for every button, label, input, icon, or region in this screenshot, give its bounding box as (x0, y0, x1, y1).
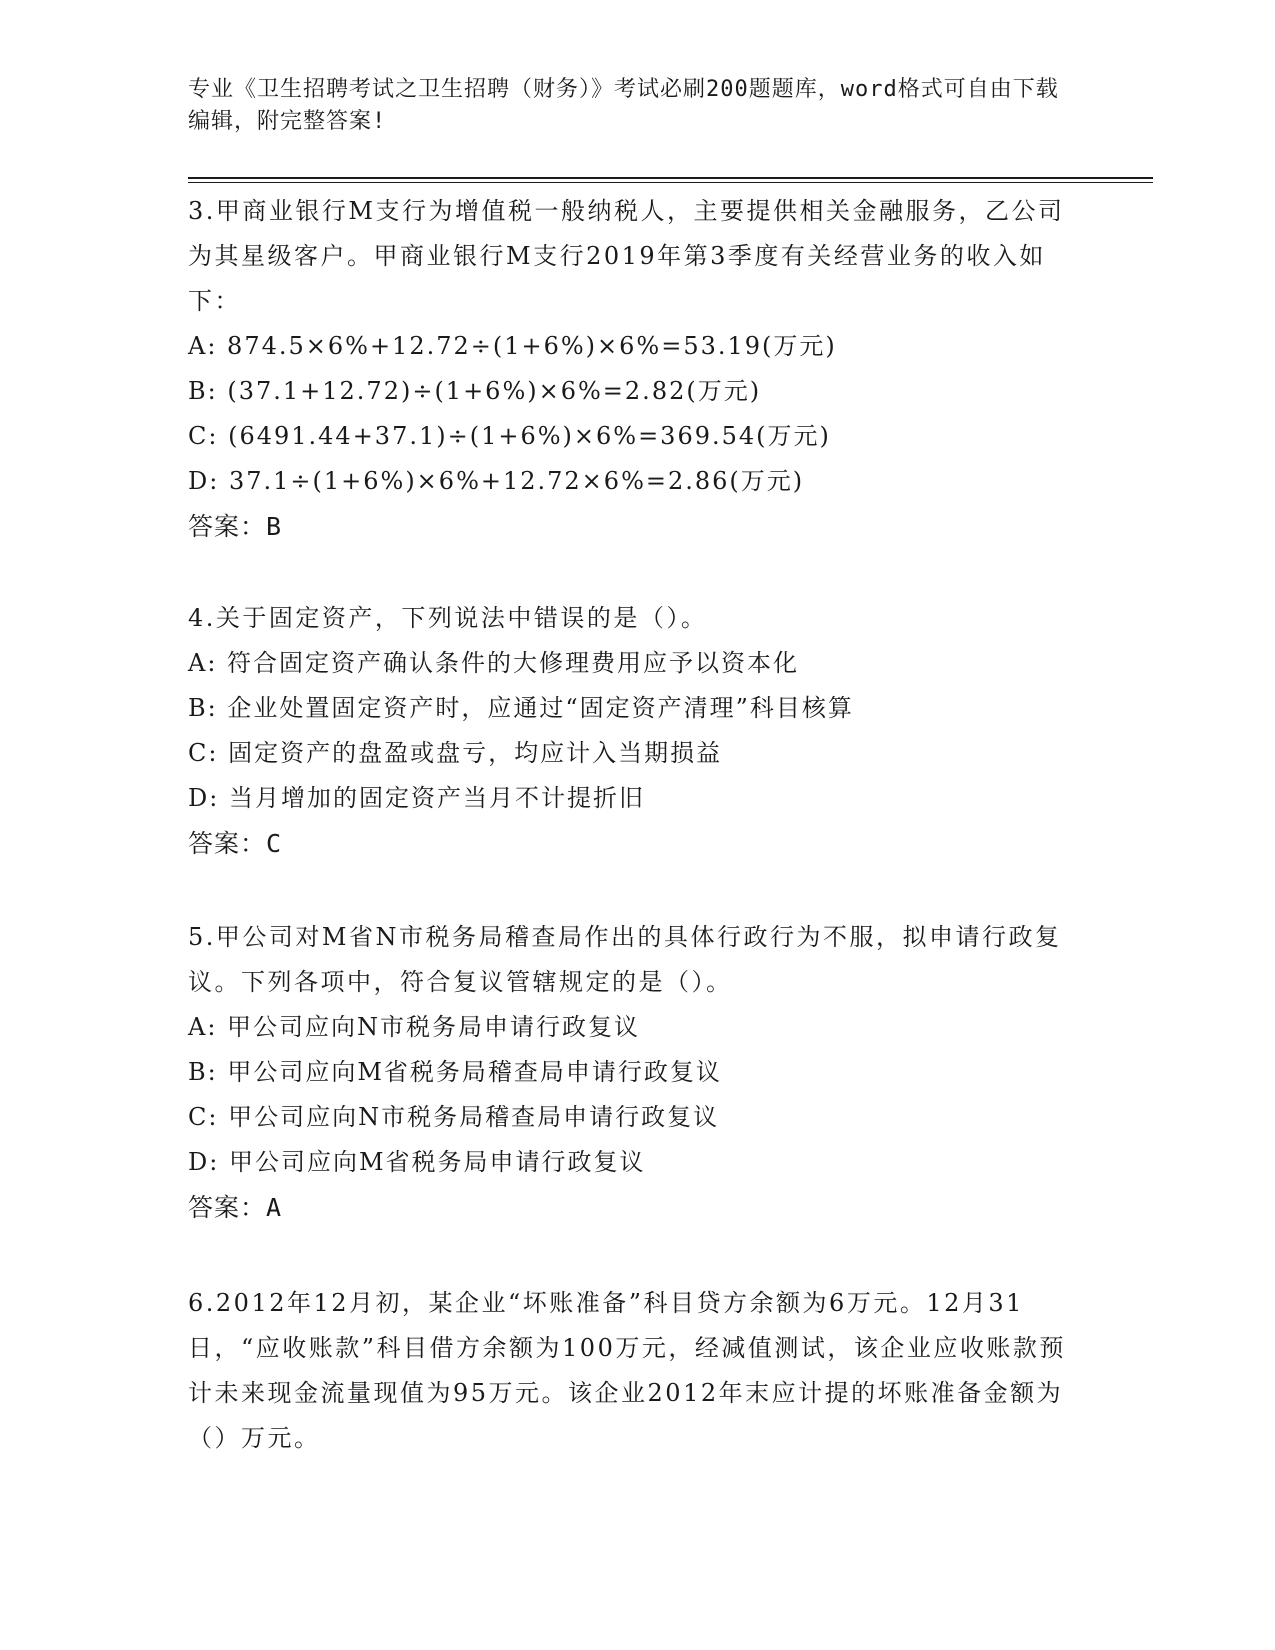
option-a: A: 甲公司应向N市税务局申请行政复议 (188, 1013, 641, 1041)
question-stem: 6.2012年12月初，某企业“坏账准备”科目贷方余额为6万元。12月31日，“应收账款”科目借方余额为100万元，经减值测试，该企业应收账款预计未来现金流量现值为95万元。该企业2012年末应计提的坏账准备金额为（）万元。 (188, 1289, 1066, 1452)
option-a: A: 符合固定资产确认条件的大修理费用应予以资本化 (188, 649, 800, 677)
header-divider-thick (188, 177, 1153, 179)
question-3 (188, 189, 1088, 549)
document-header: 专业《卫生招聘考试之卫生招聘（财务）》考试必刷200题题库，word格式可自由下载编辑，附完整答案! (188, 77, 1059, 134)
option-d: D: 当月增加的固定资产当月不计提折旧 (188, 784, 645, 812)
question-5 (188, 915, 1088, 1230)
question-6 (188, 1281, 1088, 1461)
option-b: B: (37.1+12.72)÷(1+6%)×6%=2.82(万元) (188, 377, 762, 405)
option-b: B: 甲公司应向M省税务局稽查局申请行政复议 (188, 1058, 722, 1086)
question-stem: 3.甲商业银行M支行为增值税一般纳税人，主要提供相关金融服务，乙公司为其星级客户。甲商业银行M支行2019年第3季度有关经营业务的收入如下： (188, 197, 1065, 315)
option-d: D: 37.1÷(1+6%)×6%+12.72×6%=2.86(万元) (188, 467, 805, 495)
option-c: C: 固定资产的盘盈或盘亏，均应计入当期损益 (188, 739, 723, 767)
option-d: D: 甲公司应向M省税务局申请行政复议 (188, 1148, 646, 1176)
answer: 答案：B (188, 512, 283, 541)
option-c: C: (6491.44+37.1)÷(1+6%)×6%=369.54(万元) (188, 422, 831, 450)
question-4 (188, 596, 1088, 866)
answer: 答案：A (188, 1193, 283, 1222)
question-stem: 5.甲公司对M省N市税务局稽查局作出的具体行政行为不服，拟申请行政复议。下列各项中，符合复议管辖规定的是（）。 (188, 923, 1062, 996)
option-a: A: 874.5×6%+12.72÷(1+6%)×6%=53.19(万元) (188, 332, 837, 360)
question-stem: 4.关于固定资产，下列说法中错误的是（）。 (188, 604, 708, 632)
answer: 答案：C (188, 829, 283, 858)
option-c: C: 甲公司应向N市税务局稽查局申请行政复议 (188, 1103, 720, 1131)
option-b: B: 企业处置固定资产时，应通过“固定资产清理”科目核算 (188, 694, 854, 722)
header-divider-thin (188, 182, 1153, 183)
